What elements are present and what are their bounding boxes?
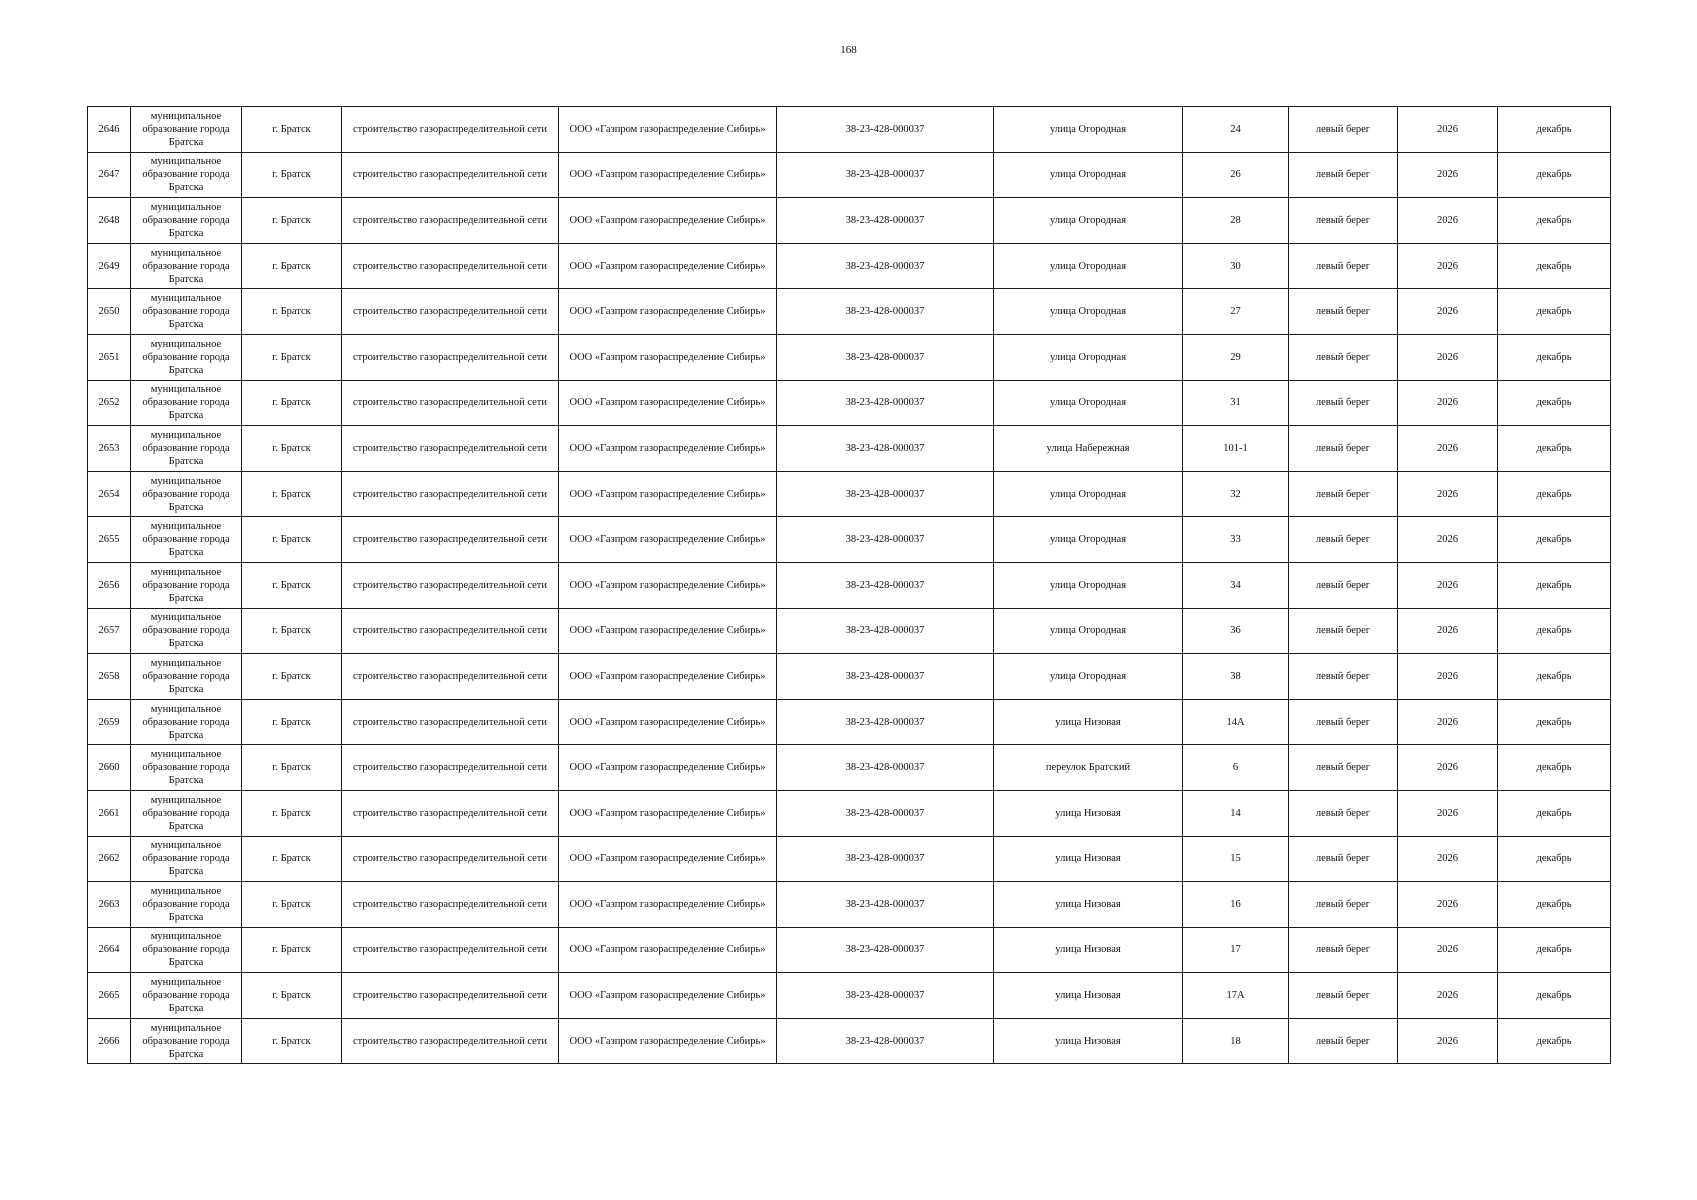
owner-cell: муниципальное образование города Братска <box>131 152 242 198</box>
district-cell: левый берег <box>1289 654 1398 700</box>
district-cell: левый берег <box>1289 334 1398 380</box>
table-row <box>88 836 1611 882</box>
table-row <box>88 608 1611 654</box>
object-code-cell: 38-23-428-000037 <box>777 882 994 928</box>
year-cell: 2026 <box>1398 745 1498 791</box>
district-cell: левый берег <box>1289 289 1398 335</box>
work-type-cell: строительство газораспределительной сети <box>342 1018 559 1064</box>
operator-cell: ООО «Газпром газораспределение Сибирь» <box>559 1018 777 1064</box>
month-cell: декабрь <box>1498 107 1611 153</box>
work-type-cell: строительство газораспределительной сети <box>342 107 559 153</box>
street-cell: улица Огородная <box>994 608 1183 654</box>
work-type-cell: строительство газораспределительной сети <box>342 152 559 198</box>
table-row <box>88 790 1611 836</box>
house-cell: 27 <box>1183 289 1289 335</box>
operator-cell: ООО «Газпром газораспределение Сибирь» <box>559 882 777 928</box>
owner-cell: муниципальное образование города Братска <box>131 790 242 836</box>
object-code-cell: 38-23-428-000037 <box>777 380 994 426</box>
work-type-cell: строительство газораспределительной сети <box>342 380 559 426</box>
row-number-cell: 2649 <box>88 243 131 289</box>
object-code-cell: 38-23-428-000037 <box>777 334 994 380</box>
city-cell: г. Братск <box>242 654 342 700</box>
year-cell: 2026 <box>1398 517 1498 563</box>
table-row <box>88 973 1611 1019</box>
row-number-cell: 2660 <box>88 745 131 791</box>
row-number-cell: 2659 <box>88 699 131 745</box>
year-cell: 2026 <box>1398 836 1498 882</box>
month-cell: декабрь <box>1498 699 1611 745</box>
year-cell: 2026 <box>1398 882 1498 928</box>
month-cell: декабрь <box>1498 289 1611 335</box>
district-cell: левый берег <box>1289 107 1398 153</box>
table-row <box>88 1018 1611 1064</box>
work-type-cell: строительство газораспределительной сети <box>342 562 559 608</box>
row-number-cell: 2650 <box>88 289 131 335</box>
house-cell: 36 <box>1183 608 1289 654</box>
house-cell: 26 <box>1183 152 1289 198</box>
street-cell: улица Огородная <box>994 243 1183 289</box>
month-cell: декабрь <box>1498 517 1611 563</box>
work-type-cell: строительство газораспределительной сети <box>342 471 559 517</box>
object-code-cell: 38-23-428-000037 <box>777 836 994 882</box>
district-cell: левый берег <box>1289 243 1398 289</box>
table-row <box>88 927 1611 973</box>
street-cell: переулок Братский <box>994 745 1183 791</box>
table-row <box>88 152 1611 198</box>
district-cell: левый берег <box>1289 608 1398 654</box>
object-code-cell: 38-23-428-000037 <box>777 471 994 517</box>
district-cell: левый берег <box>1289 426 1398 472</box>
month-cell: декабрь <box>1498 882 1611 928</box>
work-type-cell: строительство газораспределительной сети <box>342 243 559 289</box>
street-cell: улица Огородная <box>994 198 1183 244</box>
owner-cell: муниципальное образование города Братска <box>131 699 242 745</box>
work-type-cell: строительство газораспределительной сети <box>342 927 559 973</box>
year-cell: 2026 <box>1398 699 1498 745</box>
city-cell: г. Братск <box>242 927 342 973</box>
owner-cell: муниципальное образование города Братска <box>131 1018 242 1064</box>
year-cell: 2026 <box>1398 107 1498 153</box>
district-cell: левый берег <box>1289 882 1398 928</box>
row-number-cell: 2654 <box>88 471 131 517</box>
work-type-cell: строительство газораспределительной сети <box>342 198 559 244</box>
street-cell: улица Огородная <box>994 289 1183 335</box>
month-cell: декабрь <box>1498 608 1611 654</box>
operator-cell: ООО «Газпром газораспределение Сибирь» <box>559 198 777 244</box>
district-cell: левый берег <box>1289 699 1398 745</box>
operator-cell: ООО «Газпром газораспределение Сибирь» <box>559 927 777 973</box>
house-cell: 14 <box>1183 790 1289 836</box>
work-type-cell: строительство газораспределительной сети <box>342 654 559 700</box>
operator-cell: ООО «Газпром газораспределение Сибирь» <box>559 608 777 654</box>
year-cell: 2026 <box>1398 471 1498 517</box>
row-number-cell: 2658 <box>88 654 131 700</box>
year-cell: 2026 <box>1398 243 1498 289</box>
month-cell: декабрь <box>1498 334 1611 380</box>
street-cell: улица Огородная <box>994 654 1183 700</box>
house-cell: 18 <box>1183 1018 1289 1064</box>
owner-cell: муниципальное образование города Братска <box>131 289 242 335</box>
house-cell: 34 <box>1183 562 1289 608</box>
table-row <box>88 699 1611 745</box>
month-cell: декабрь <box>1498 927 1611 973</box>
district-cell: левый берег <box>1289 790 1398 836</box>
registry-table <box>87 106 1611 1064</box>
year-cell: 2026 <box>1398 562 1498 608</box>
work-type-cell: строительство газораспределительной сети <box>342 699 559 745</box>
row-number-cell: 2665 <box>88 973 131 1019</box>
owner-cell: муниципальное образование города Братска <box>131 198 242 244</box>
house-cell: 38 <box>1183 654 1289 700</box>
street-cell: улица Низовая <box>994 882 1183 928</box>
owner-cell: муниципальное образование города Братска <box>131 426 242 472</box>
row-number-cell: 2656 <box>88 562 131 608</box>
owner-cell: муниципальное образование города Братска <box>131 471 242 517</box>
street-cell: улица Огородная <box>994 334 1183 380</box>
operator-cell: ООО «Газпром газораспределение Сибирь» <box>559 380 777 426</box>
street-cell: улица Огородная <box>994 107 1183 153</box>
operator-cell: ООО «Газпром газораспределение Сибирь» <box>559 107 777 153</box>
object-code-cell: 38-23-428-000037 <box>777 243 994 289</box>
year-cell: 2026 <box>1398 1018 1498 1064</box>
work-type-cell: строительство газораспределительной сети <box>342 426 559 472</box>
operator-cell: ООО «Газпром газораспределение Сибирь» <box>559 973 777 1019</box>
city-cell: г. Братск <box>242 152 342 198</box>
owner-cell: муниципальное образование города Братска <box>131 836 242 882</box>
row-number-cell: 2657 <box>88 608 131 654</box>
work-type-cell: строительство газораспределительной сети <box>342 517 559 563</box>
object-code-cell: 38-23-428-000037 <box>777 1018 994 1064</box>
row-number-cell: 2651 <box>88 334 131 380</box>
year-cell: 2026 <box>1398 608 1498 654</box>
house-cell: 24 <box>1183 107 1289 153</box>
house-cell: 16 <box>1183 882 1289 928</box>
owner-cell: муниципальное образование города Братска <box>131 608 242 654</box>
operator-cell: ООО «Газпром газораспределение Сибирь» <box>559 699 777 745</box>
district-cell: левый берег <box>1289 152 1398 198</box>
table-row <box>88 243 1611 289</box>
row-number-cell: 2646 <box>88 107 131 153</box>
object-code-cell: 38-23-428-000037 <box>777 426 994 472</box>
city-cell: г. Братск <box>242 243 342 289</box>
district-cell: левый берег <box>1289 471 1398 517</box>
house-cell: 31 <box>1183 380 1289 426</box>
row-number-cell: 2648 <box>88 198 131 244</box>
street-cell: улица Огородная <box>994 517 1183 563</box>
city-cell: г. Братск <box>242 1018 342 1064</box>
row-number-cell: 2666 <box>88 1018 131 1064</box>
house-cell: 15 <box>1183 836 1289 882</box>
house-cell: 28 <box>1183 198 1289 244</box>
city-cell: г. Братск <box>242 517 342 563</box>
district-cell: левый берег <box>1289 1018 1398 1064</box>
year-cell: 2026 <box>1398 198 1498 244</box>
work-type-cell: строительство газораспределительной сети <box>342 745 559 791</box>
month-cell: декабрь <box>1498 973 1611 1019</box>
city-cell: г. Братск <box>242 289 342 335</box>
object-code-cell: 38-23-428-000037 <box>777 654 994 700</box>
house-cell: 30 <box>1183 243 1289 289</box>
house-cell: 29 <box>1183 334 1289 380</box>
year-cell: 2026 <box>1398 790 1498 836</box>
house-cell: 32 <box>1183 471 1289 517</box>
row-number-cell: 2664 <box>88 927 131 973</box>
city-cell: г. Братск <box>242 699 342 745</box>
street-cell: улица Низовая <box>994 836 1183 882</box>
district-cell: левый берег <box>1289 927 1398 973</box>
district-cell: левый берег <box>1289 836 1398 882</box>
table-row <box>88 882 1611 928</box>
city-cell: г. Братск <box>242 745 342 791</box>
owner-cell: муниципальное образование города Братска <box>131 927 242 973</box>
object-code-cell: 38-23-428-000037 <box>777 927 994 973</box>
table-row <box>88 107 1611 153</box>
district-cell: левый берег <box>1289 198 1398 244</box>
object-code-cell: 38-23-428-000037 <box>777 289 994 335</box>
year-cell: 2026 <box>1398 334 1498 380</box>
district-cell: левый берег <box>1289 745 1398 791</box>
row-number-cell: 2647 <box>88 152 131 198</box>
owner-cell: муниципальное образование города Братска <box>131 107 242 153</box>
object-code-cell: 38-23-428-000037 <box>777 107 994 153</box>
year-cell: 2026 <box>1398 927 1498 973</box>
owner-cell: муниципальное образование города Братска <box>131 562 242 608</box>
object-code-cell: 38-23-428-000037 <box>777 198 994 244</box>
month-cell: декабрь <box>1498 654 1611 700</box>
street-cell: улица Низовая <box>994 1018 1183 1064</box>
operator-cell: ООО «Газпром газораспределение Сибирь» <box>559 517 777 563</box>
registry-body <box>88 107 1611 1064</box>
month-cell: декабрь <box>1498 745 1611 791</box>
table-row <box>88 654 1611 700</box>
object-code-cell: 38-23-428-000037 <box>777 152 994 198</box>
object-code-cell: 38-23-428-000037 <box>777 790 994 836</box>
work-type-cell: строительство газораспределительной сети <box>342 836 559 882</box>
street-cell: улица Набережная <box>994 426 1183 472</box>
work-type-cell: строительство газораспределительной сети <box>342 973 559 1019</box>
street-cell: улица Низовая <box>994 790 1183 836</box>
year-cell: 2026 <box>1398 289 1498 335</box>
city-cell: г. Братск <box>242 882 342 928</box>
month-cell: декабрь <box>1498 836 1611 882</box>
table-row <box>88 562 1611 608</box>
operator-cell: ООО «Газпром газораспределение Сибирь» <box>559 654 777 700</box>
city-cell: г. Братск <box>242 426 342 472</box>
row-number-cell: 2655 <box>88 517 131 563</box>
month-cell: декабрь <box>1498 380 1611 426</box>
table-row <box>88 471 1611 517</box>
row-number-cell: 2661 <box>88 790 131 836</box>
house-cell: 33 <box>1183 517 1289 563</box>
district-cell: левый берег <box>1289 973 1398 1019</box>
object-code-cell: 38-23-428-000037 <box>777 973 994 1019</box>
table-row <box>88 426 1611 472</box>
object-code-cell: 38-23-428-000037 <box>777 699 994 745</box>
month-cell: декабрь <box>1498 198 1611 244</box>
owner-cell: муниципальное образование города Братска <box>131 334 242 380</box>
owner-cell: муниципальное образование города Братска <box>131 973 242 1019</box>
city-cell: г. Братск <box>242 107 342 153</box>
table-row <box>88 289 1611 335</box>
street-cell: улица Низовая <box>994 973 1183 1019</box>
house-cell: 17 <box>1183 927 1289 973</box>
street-cell: улица Огородная <box>994 152 1183 198</box>
street-cell: улица Огородная <box>994 562 1183 608</box>
operator-cell: ООО «Газпром газораспределение Сибирь» <box>559 471 777 517</box>
city-cell: г. Братск <box>242 334 342 380</box>
operator-cell: ООО «Газпром газораспределение Сибирь» <box>559 334 777 380</box>
street-cell: улица Огородная <box>994 471 1183 517</box>
page-number: 168 <box>840 44 857 56</box>
object-code-cell: 38-23-428-000037 <box>777 562 994 608</box>
owner-cell: муниципальное образование города Братска <box>131 517 242 563</box>
year-cell: 2026 <box>1398 654 1498 700</box>
row-number-cell: 2652 <box>88 380 131 426</box>
work-type-cell: строительство газораспределительной сети <box>342 334 559 380</box>
owner-cell: муниципальное образование города Братска <box>131 380 242 426</box>
row-number-cell: 2662 <box>88 836 131 882</box>
table-row <box>88 198 1611 244</box>
year-cell: 2026 <box>1398 426 1498 472</box>
month-cell: декабрь <box>1498 471 1611 517</box>
table-row <box>88 517 1611 563</box>
city-cell: г. Братск <box>242 471 342 517</box>
operator-cell: ООО «Газпром газораспределение Сибирь» <box>559 836 777 882</box>
table-row <box>88 334 1611 380</box>
city-cell: г. Братск <box>242 380 342 426</box>
owner-cell: муниципальное образование города Братска <box>131 882 242 928</box>
house-cell: 17А <box>1183 973 1289 1019</box>
owner-cell: муниципальное образование города Братска <box>131 745 242 791</box>
month-cell: декабрь <box>1498 426 1611 472</box>
work-type-cell: строительство газораспределительной сети <box>342 882 559 928</box>
year-cell: 2026 <box>1398 152 1498 198</box>
owner-cell: муниципальное образование города Братска <box>131 654 242 700</box>
object-code-cell: 38-23-428-000037 <box>777 517 994 563</box>
year-cell: 2026 <box>1398 973 1498 1019</box>
street-cell: улица Огородная <box>994 380 1183 426</box>
operator-cell: ООО «Газпром газораспределение Сибирь» <box>559 289 777 335</box>
month-cell: декабрь <box>1498 790 1611 836</box>
operator-cell: ООО «Газпром газораспределение Сибирь» <box>559 745 777 791</box>
operator-cell: ООО «Газпром газораспределение Сибирь» <box>559 426 777 472</box>
month-cell: декабрь <box>1498 1018 1611 1064</box>
work-type-cell: строительство газораспределительной сети <box>342 289 559 335</box>
object-code-cell: 38-23-428-000037 <box>777 608 994 654</box>
city-cell: г. Братск <box>242 790 342 836</box>
table-row <box>88 380 1611 426</box>
house-cell: 14А <box>1183 699 1289 745</box>
object-code-cell: 38-23-428-000037 <box>777 745 994 791</box>
house-cell: 101-1 <box>1183 426 1289 472</box>
row-number-cell: 2653 <box>88 426 131 472</box>
city-cell: г. Братск <box>242 198 342 244</box>
district-cell: левый берег <box>1289 517 1398 563</box>
owner-cell: муниципальное образование города Братска <box>131 243 242 289</box>
street-cell: улица Низовая <box>994 699 1183 745</box>
city-cell: г. Братск <box>242 836 342 882</box>
month-cell: декабрь <box>1498 243 1611 289</box>
row-number-cell: 2663 <box>88 882 131 928</box>
city-cell: г. Братск <box>242 608 342 654</box>
table-row <box>88 745 1611 791</box>
work-type-cell: строительство газораспределительной сети <box>342 790 559 836</box>
operator-cell: ООО «Газпром газораспределение Сибирь» <box>559 790 777 836</box>
operator-cell: ООО «Газпром газораспределение Сибирь» <box>559 562 777 608</box>
house-cell: 6 <box>1183 745 1289 791</box>
street-cell: улица Низовая <box>994 927 1183 973</box>
operator-cell: ООО «Газпром газораспределение Сибирь» <box>559 152 777 198</box>
year-cell: 2026 <box>1398 380 1498 426</box>
city-cell: г. Братск <box>242 562 342 608</box>
month-cell: декабрь <box>1498 152 1611 198</box>
operator-cell: ООО «Газпром газораспределение Сибирь» <box>559 243 777 289</box>
month-cell: декабрь <box>1498 562 1611 608</box>
city-cell: г. Братск <box>242 973 342 1019</box>
work-type-cell: строительство газораспределительной сети <box>342 608 559 654</box>
district-cell: левый берег <box>1289 562 1398 608</box>
district-cell: левый берег <box>1289 380 1398 426</box>
